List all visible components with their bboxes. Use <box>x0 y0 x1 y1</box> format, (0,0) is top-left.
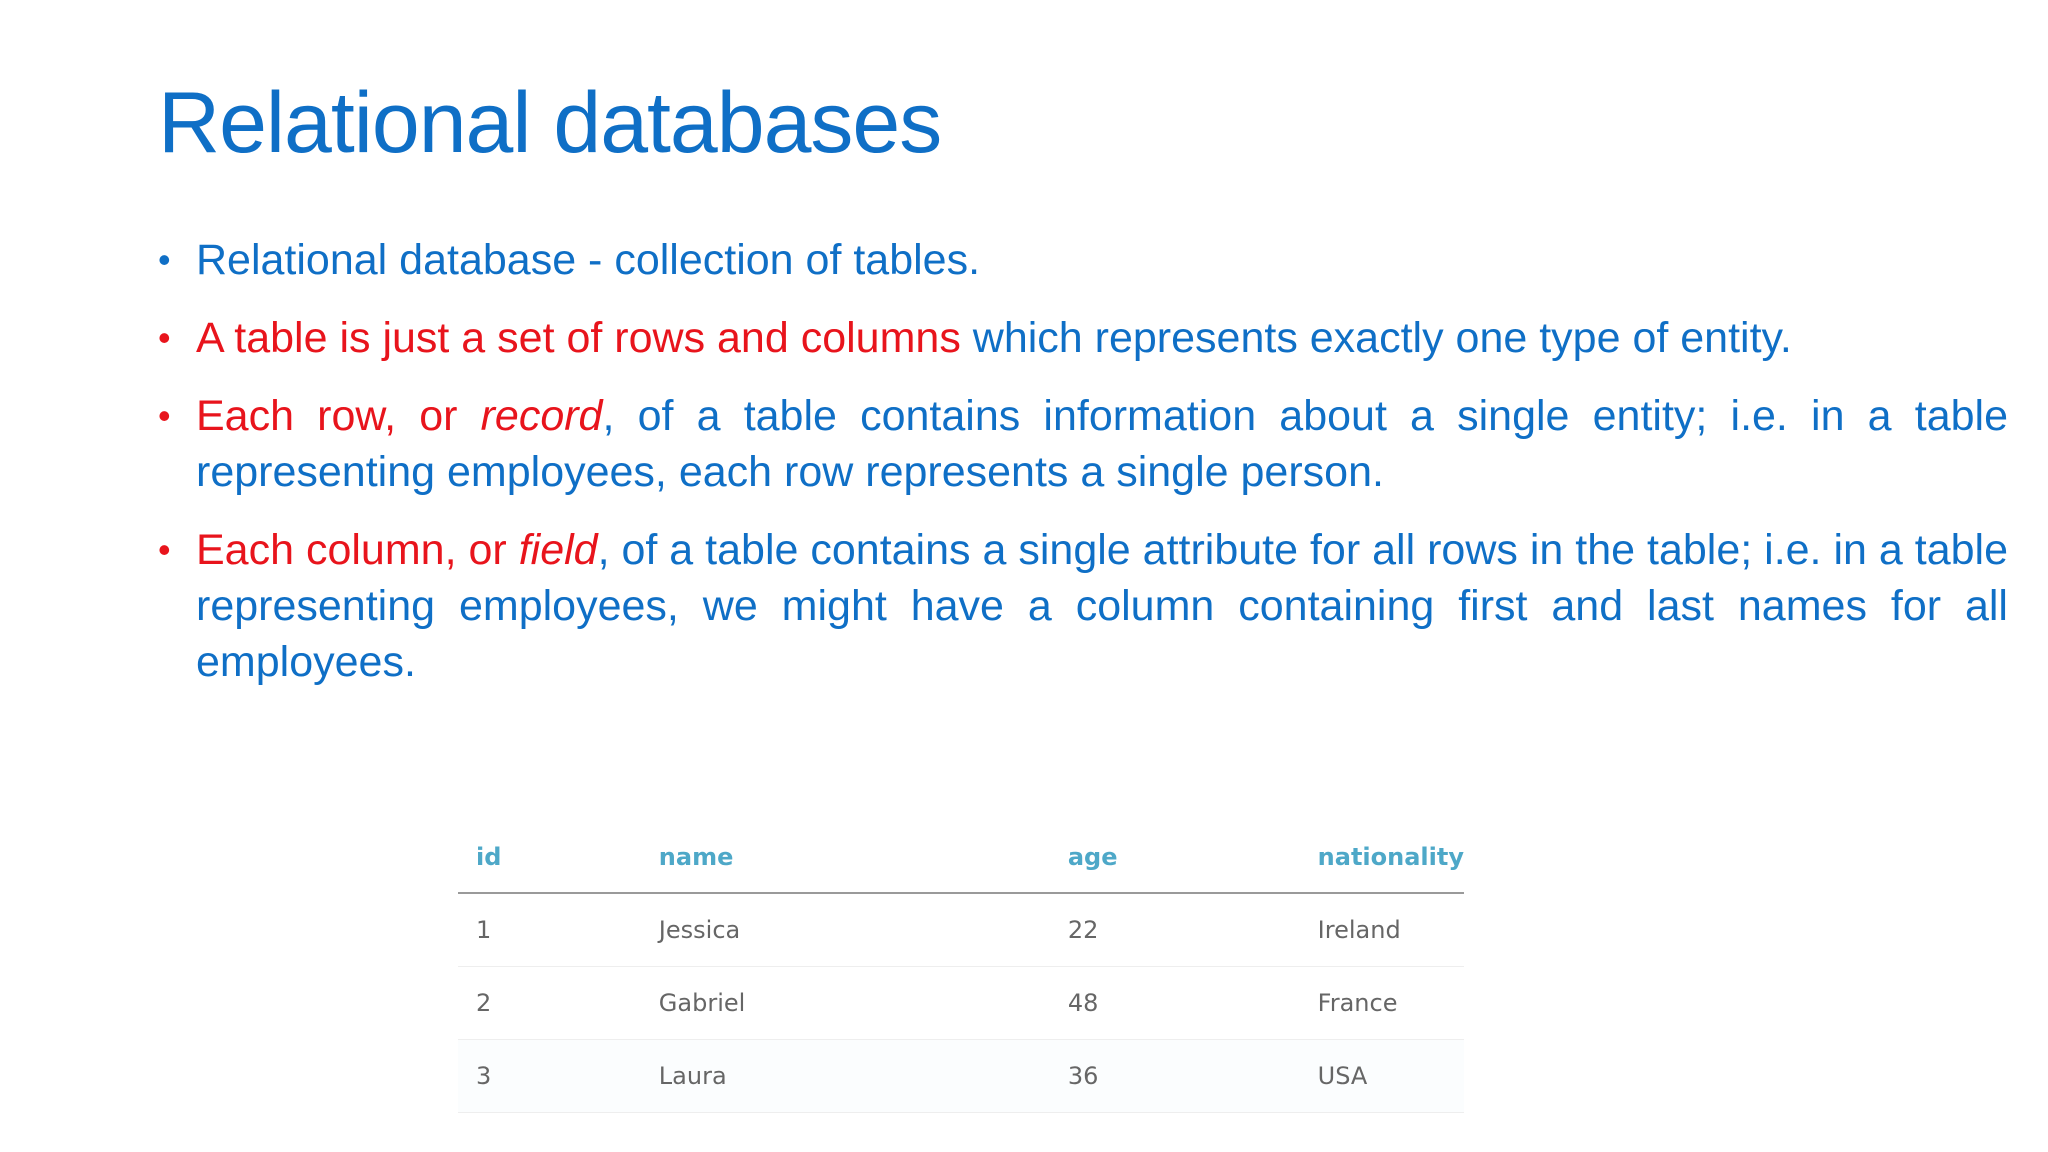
bullet-term-field: field <box>518 526 598 574</box>
bullet-text: Relational database - collection of tables. <box>196 236 981 284</box>
column-header-name: name <box>641 822 1050 893</box>
table-cell: 22 <box>1050 893 1300 967</box>
table-cell: 36 <box>1050 1040 1300 1113</box>
table-header-row <box>458 822 1464 893</box>
table-cell: 1 <box>458 893 641 967</box>
column-header-id: id <box>458 822 641 893</box>
table-cell: 2 <box>458 967 641 1040</box>
bullet-list <box>158 232 2008 712</box>
table-row <box>458 893 1464 967</box>
table-cell: 48 <box>1050 967 1300 1040</box>
table-cell: Ireland <box>1300 893 1464 967</box>
example-table <box>458 822 1464 1113</box>
bullet-emphasis-text: A table is just a set of rows and columns <box>196 314 961 362</box>
bullet-text: , of a table contains information about a single entity; i.e. in a table representing employees, each row represents a single person. <box>196 392 2008 496</box>
bullet-dot-icon: • <box>158 395 171 436</box>
bullet-emphasis-text: Each column, or <box>196 526 519 574</box>
bullet-item <box>158 310 2008 366</box>
column-header-nationality: nationality <box>1300 822 1464 893</box>
table-row <box>458 967 1464 1040</box>
bullet-dot-icon: • <box>158 529 171 570</box>
table-row <box>458 1040 1464 1113</box>
bullet-item <box>158 388 2008 500</box>
table-cell: 3 <box>458 1040 641 1113</box>
table-cell: Laura <box>641 1040 1050 1113</box>
bullet-text: which represents exactly one type of entity. <box>960 314 1792 362</box>
bullet-dot-icon: • <box>158 239 171 280</box>
bullet-text: , of a table contains a single attribute for all rows in the table; i.e. in a table representing employees, we might have a column containing first and last names for all employees. <box>196 526 2009 686</box>
table-cell: France <box>1300 967 1464 1040</box>
column-header-age: age <box>1050 822 1300 893</box>
table-cell: Gabriel <box>641 967 1050 1040</box>
bullet-term-record: record <box>480 392 603 440</box>
bullet-dot-icon: • <box>158 317 171 358</box>
table-cell: USA <box>1300 1040 1464 1113</box>
bullet-emphasis-text: Each row, or <box>196 392 481 440</box>
table-cell: Jessica <box>641 893 1050 967</box>
bullet-item <box>158 232 2008 288</box>
slide-title: Relational databases <box>158 75 942 171</box>
bullet-item <box>158 522 2008 690</box>
